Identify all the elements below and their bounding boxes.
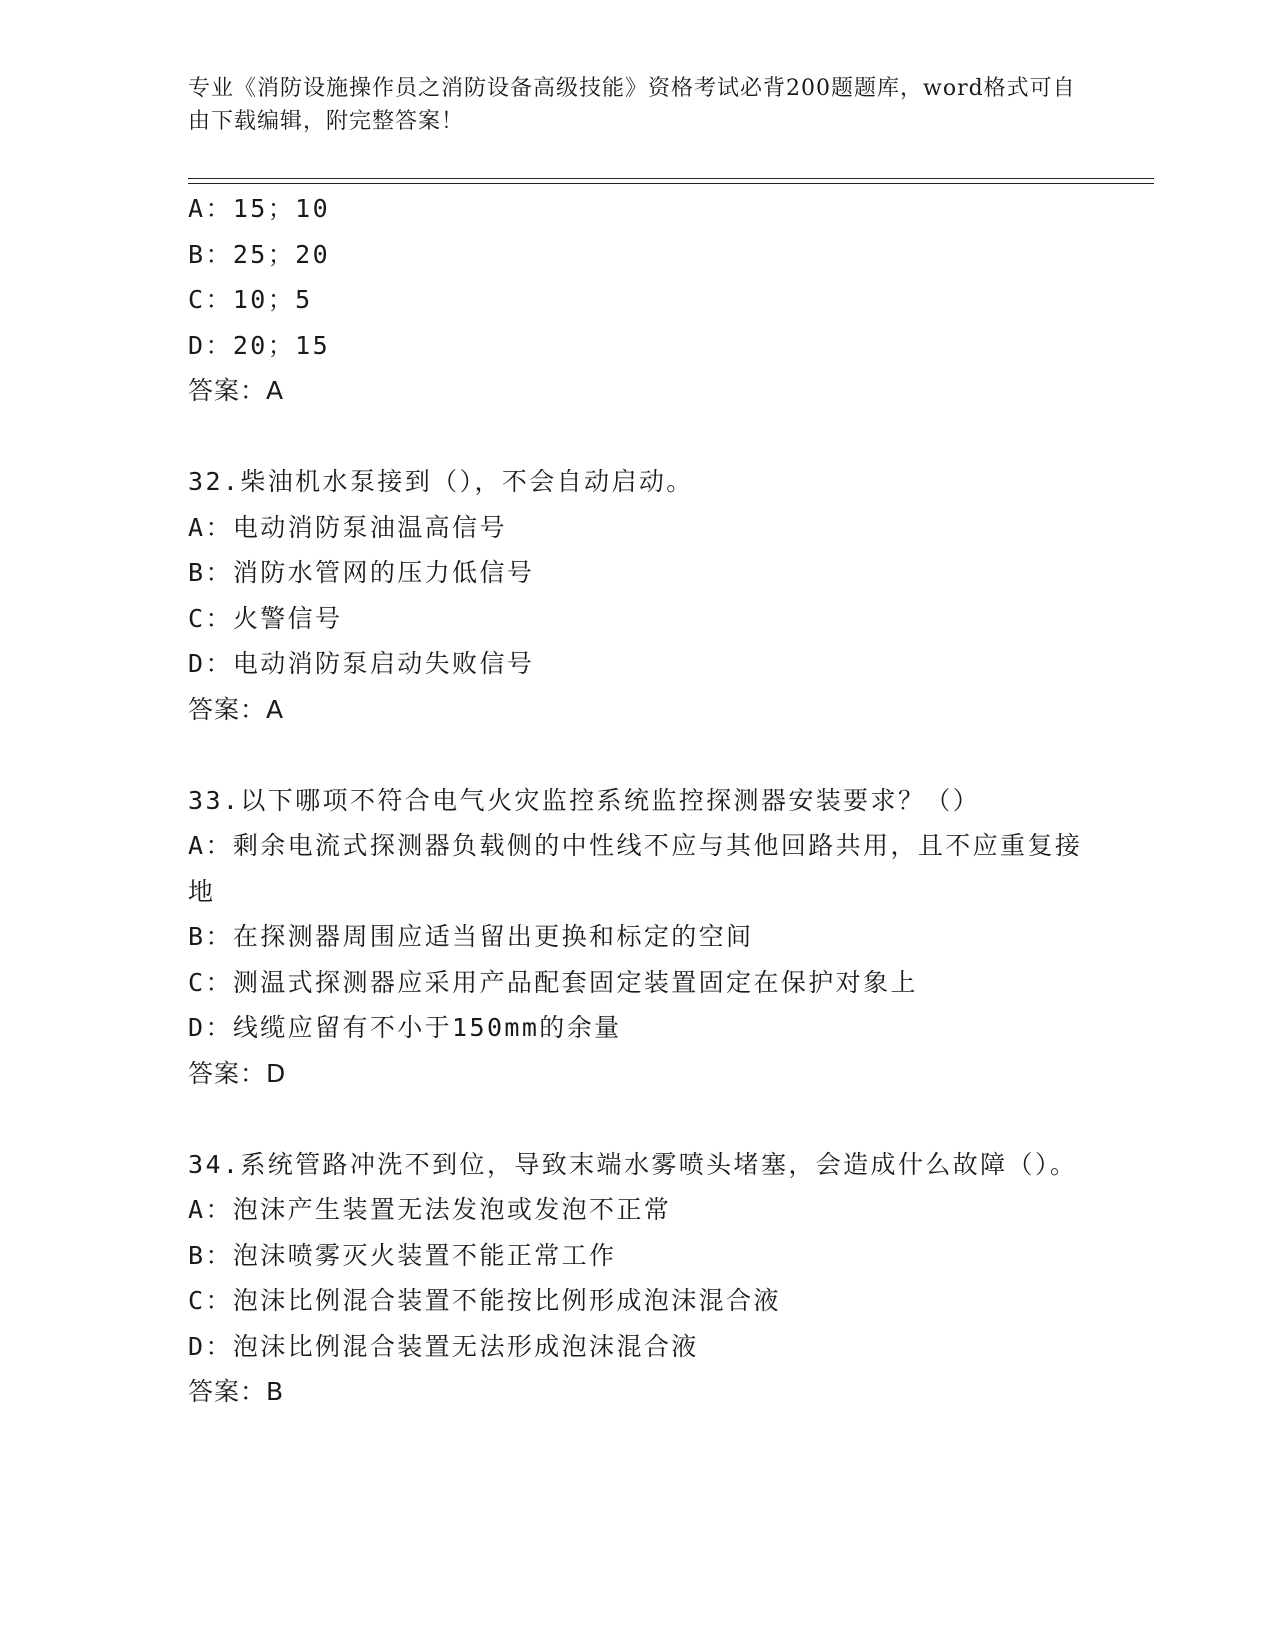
option-a: A：剩余电流式探测器负载侧的中性线不应与其他回路共用，且不应重复接地 bbox=[188, 831, 1083, 906]
answer: 答案：A bbox=[188, 694, 285, 724]
header-divider-top bbox=[188, 178, 1154, 179]
option-d: D：泡沫比例混合装置无法形成泡沫混合液 bbox=[188, 1331, 699, 1361]
option-d: D：线缆应留有不小于150mm的余量 bbox=[188, 1013, 622, 1042]
question-stem: 34.系统管路冲洗不到位，导致末端水雾喷头堵塞，会造成什么故障（）。 bbox=[188, 1149, 1078, 1179]
question-32 bbox=[188, 459, 1088, 732]
question-stem: 33.以下哪项不符合电气火灾监控系统监控探测器安装要求？（） bbox=[188, 785, 981, 815]
question-31 bbox=[188, 186, 1088, 414]
option-a: A：电动消防泵油温高信号 bbox=[188, 512, 507, 542]
answer: 答案：B bbox=[188, 1377, 285, 1406]
option-c: C：测温式探测器应采用产品配套固定装置固定在保护对象上 bbox=[188, 967, 918, 997]
answer: 答案：D bbox=[188, 1058, 287, 1088]
option-b: B：泡沫喷雾灭火装置不能正常工作 bbox=[188, 1240, 617, 1270]
option-b: B：25；20 bbox=[188, 239, 331, 269]
spacer bbox=[188, 732, 1088, 778]
question-34 bbox=[188, 1142, 1088, 1415]
option-b: B：消防水管网的压力低信号 bbox=[188, 558, 535, 587]
option-d: D：电动消防泵启动失败信号 bbox=[188, 649, 535, 678]
header-divider-bottom bbox=[188, 183, 1154, 184]
document-header-title: 专业《消防设施操作员之消防设备高级技能》资格考试必背200题题库，word格式可自由下载编辑，附完整答案！ bbox=[188, 76, 1076, 134]
option-c: C：泡沫比例混合装置不能按比例形成泡沫混合液 bbox=[188, 1286, 781, 1315]
spacer bbox=[188, 1096, 1088, 1142]
option-a: A：15；10 bbox=[188, 194, 331, 223]
answer: 答案：A bbox=[188, 376, 285, 405]
option-a: A：泡沫产生装置无法发泡或发泡不正常 bbox=[188, 1195, 672, 1224]
question-list bbox=[188, 186, 1088, 1415]
question-stem: 32.柴油机水泵接到（），不会自动启动。 bbox=[188, 467, 694, 496]
option-c: C：火警信号 bbox=[188, 603, 343, 633]
option-b: B：在探测器周围应适当留出更换和标定的空间 bbox=[188, 922, 754, 951]
option-d: D：20；15 bbox=[188, 330, 331, 360]
option-c: C：10；5 bbox=[188, 285, 313, 314]
spacer bbox=[188, 414, 1088, 460]
question-33 bbox=[188, 778, 1088, 1097]
